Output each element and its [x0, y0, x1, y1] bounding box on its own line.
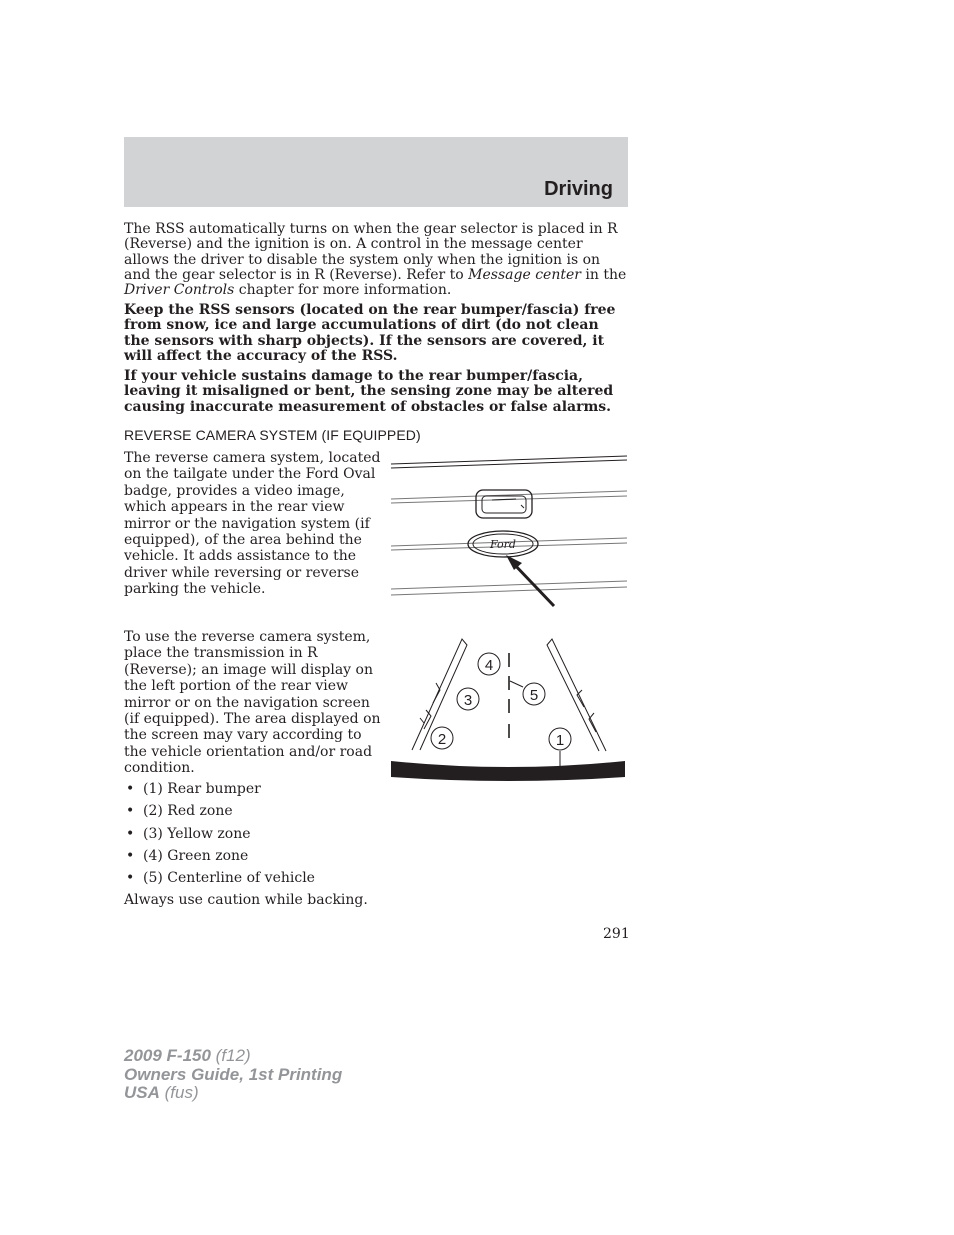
- handle-detail: [521, 505, 524, 508]
- bullet-icon: •: [126, 825, 135, 842]
- rss-intro-text-b: in the: [580, 266, 627, 283]
- chapter-title: Driving: [544, 178, 613, 200]
- rss-intro-text-c: chapter for more information.: [234, 282, 452, 299]
- footer-region: USA: [124, 1083, 160, 1102]
- legend-text: (2) Red zone: [143, 803, 233, 820]
- caution-text: Always use caution while backing.: [124, 892, 368, 908]
- tailgate-top-line: [391, 456, 627, 464]
- legend-text: (3) Yellow zone: [143, 825, 251, 842]
- chapter-header-band: [124, 137, 628, 207]
- ford-logo-text: Ford: [490, 538, 516, 551]
- zone-tick: [420, 718, 424, 723]
- message-center-ref: Message center: [468, 266, 581, 283]
- callout-label: 1: [555, 732, 565, 749]
- list-item: [124, 803, 315, 825]
- bullet-icon: •: [126, 781, 135, 797]
- list-item: [124, 826, 315, 848]
- callout-label: 5: [529, 687, 539, 704]
- list-item: [124, 781, 315, 803]
- legend-text: (1) Rear bumper: [143, 781, 261, 797]
- leader-line: [510, 681, 523, 687]
- footer-model: 2009 F-150: [124, 1046, 211, 1065]
- bullet-icon: •: [126, 870, 135, 887]
- rss-intro-paragraph: [124, 222, 628, 298]
- camera-view-diagram: [388, 633, 630, 785]
- zone-tick: [424, 710, 431, 729]
- callout-label: 4: [484, 657, 494, 674]
- callout-label: 3: [463, 692, 473, 709]
- bullet-icon: •: [126, 847, 135, 864]
- bumper-damage-warning: If your vehicle sustains damage to the rear bumper/fascia, leaving it misaligned or bent, the sensing zone may be altered causing inaccurate measurement of obstacles or false alarms.: [124, 368, 614, 415]
- section-heading: REVERSE CAMERA SYSTEM (IF EQUIPPED): [124, 427, 421, 443]
- arrow-icon: [506, 555, 554, 606]
- rss-sensor-warning: Keep the RSS sensors (located on the rear bumper/fascia) free from snow, ice and large accumulations of dirt (do not clean the sensors with sharp objects). If the sensors are covered, it will affect the accuracy of the RSS.: [124, 302, 616, 364]
- page-number: 291: [603, 926, 630, 942]
- legend-list: [124, 781, 315, 892]
- callout-label: 2: [437, 731, 447, 748]
- footer-region-code: (fus): [159, 1083, 199, 1102]
- rear-bumper: [391, 761, 625, 781]
- camera-usage-paragraph: To use the reverse camera system, place the transmission in R (Reverse); an image will display on the left portion of the rear view mirror or on the navigation screen (if equipped). The area displayed on the screen may vary according to the vehicle orientation and/or road condition.: [124, 629, 381, 777]
- tailgate-handle-inner: [482, 496, 526, 513]
- list-item: [124, 848, 315, 870]
- document-footer: [124, 1047, 342, 1103]
- tailgate-line: [391, 491, 627, 499]
- zone-tick: [433, 683, 440, 703]
- driver-controls-ref: Driver Controls: [124, 282, 235, 299]
- tailgate-illustration: [388, 450, 630, 610]
- footer-edition: Owners Guide, 1st Printing: [124, 1064, 343, 1084]
- list-item: [124, 870, 315, 892]
- tailgate-top-line-2: [391, 460, 627, 468]
- rss-intro-text-a: The RSS automatically turns on when the gear selector is placed in R (Reverse) and the ignition is on. A control in the message center allows the driver to disable the system only when the ignition is on and the gear selector is in R (Reverse). Refer to: [124, 221, 618, 283]
- bullet-icon: •: [126, 803, 135, 820]
- camera-intro-paragraph: The reverse camera system, located on the tailgate under the Ford Oval badge, provides a video image, which appears in the rear view mirror or the navigation system (if equipped), of the area behind the vehicle. It adds assistance to the driver while reversing or reverse parking the vehicle.: [124, 450, 381, 598]
- footer-model-code: (f12): [210, 1046, 251, 1065]
- legend-text: (5) Centerline of vehicle: [143, 870, 315, 887]
- legend-text: (4) Green zone: [143, 847, 249, 864]
